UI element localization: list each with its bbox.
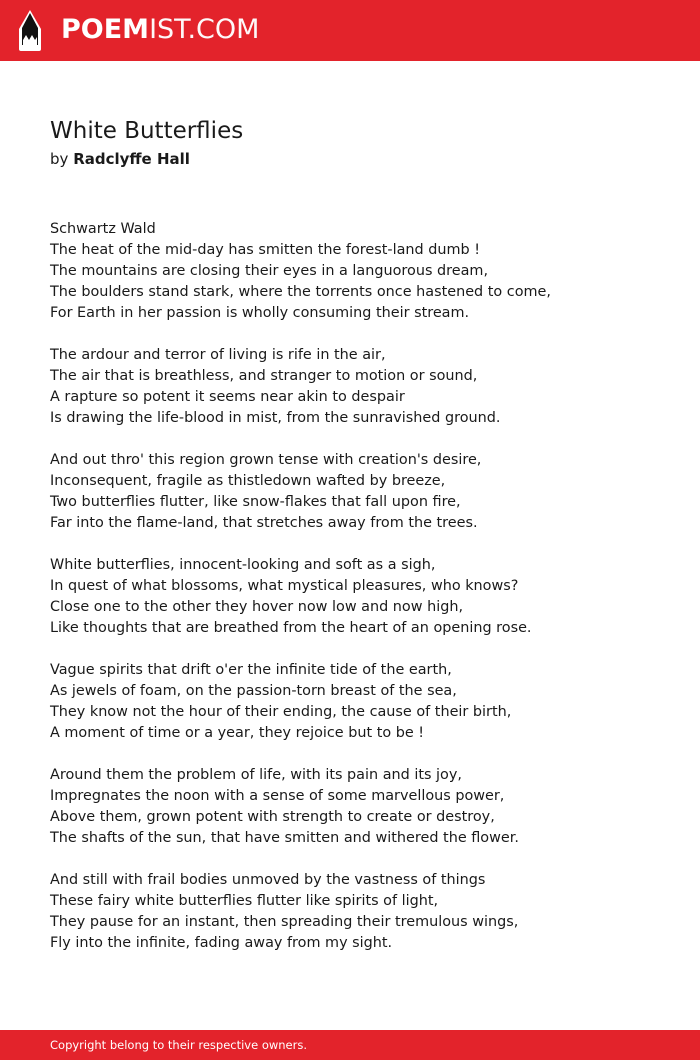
poem-line: Fly into the infinite, fading away from my sight. (50, 935, 393, 951)
stanza (50, 345, 670, 429)
poem-line: Like thoughts that are breathed from the heart of an opening rose. (50, 620, 532, 636)
poem-line: The heat of the mid-day has smitten the forest-land dumb ! (50, 242, 480, 258)
pen-nib-icon (18, 9, 42, 51)
poem-line: The air that is breathless, and stranger to motion or sound, (50, 368, 478, 384)
poem-line: And out thro' this region grown tense with creation's desire, (50, 452, 482, 468)
stanza (50, 660, 670, 744)
stanza (50, 555, 670, 639)
site-logo-link[interactable] (18, 9, 259, 51)
poem-line: Around them the problem of life, with its pain and its joy, (50, 767, 462, 783)
poem-line: Impregnates the noon with a sense of some marvellous power, (50, 788, 505, 804)
poem-line: The boulders stand stark, where the torrents once hastened to come, (50, 284, 551, 300)
poem-line: A rapture so potent it seems near akin to despair (50, 389, 405, 405)
author-name: Radclyffe Hall (73, 150, 190, 168)
poem-line: The mountains are closing their eyes in a languorous dream, (50, 263, 489, 279)
logo-text-light: IST.COM (149, 14, 260, 45)
poem-line: A moment of time or a year, they rejoice but to be ! (50, 725, 425, 741)
stanza (50, 219, 670, 324)
stanza (50, 450, 670, 534)
byline (50, 149, 190, 169)
copyright-text: Copyright belong to their respective owners. (50, 1038, 308, 1052)
poem-line: They pause for an instant, then spreading their tremulous wings, (50, 914, 519, 930)
poem-line: And still with frail bodies unmoved by the vastness of things (50, 872, 486, 888)
site-header (0, 0, 700, 61)
poem-line: Close one to the other they hover now low and now high, (50, 599, 464, 615)
poem-line: They know not the hour of their ending, the cause of their birth, (50, 704, 512, 720)
poem-line: Above them, grown potent with strength to create or destroy, (50, 809, 495, 825)
poem-line: The ardour and terror of living is rife in the air, (50, 347, 386, 363)
poem-line: These fairy white butterflies flutter like spirits of light, (50, 893, 439, 909)
poem-line: Inconsequent, fragile as thistledown wafted by breeze, (50, 473, 446, 489)
stanza (50, 870, 670, 954)
poem-line: The shafts of the sun, that have smitten and withered the flower. (50, 830, 519, 846)
poem-line: Schwartz Wald (50, 221, 156, 237)
byline-label: by (50, 150, 69, 168)
poem-line: As jewels of foam, on the passion-torn breast of the sea, (50, 683, 457, 699)
poem-line: Far into the flame-land, that stretches away from the trees. (50, 515, 478, 531)
poem-line: Vague spirits that drift o'er the infinite tide of the earth, (50, 662, 452, 678)
site-footer (0, 1030, 700, 1060)
poem-line: White butterflies, innocent-looking and soft as a sigh, (50, 557, 436, 573)
poem-line: Is drawing the life-blood in mist, from the sunravished ground. (50, 410, 501, 426)
stanza (50, 765, 670, 849)
site-logo-text (61, 9, 259, 51)
poem-body (50, 219, 670, 954)
poem-line: Two butterflies flutter, like snow-flakes that fall upon fire, (50, 494, 461, 510)
poem-title: White Butterflies (50, 118, 244, 144)
poem-line: In quest of what blossoms, what mystical pleasures, who knows? (50, 578, 519, 594)
poem-line: For Earth in her passion is wholly consuming their stream. (50, 305, 470, 321)
logo-text-bold: POEM (61, 14, 150, 45)
